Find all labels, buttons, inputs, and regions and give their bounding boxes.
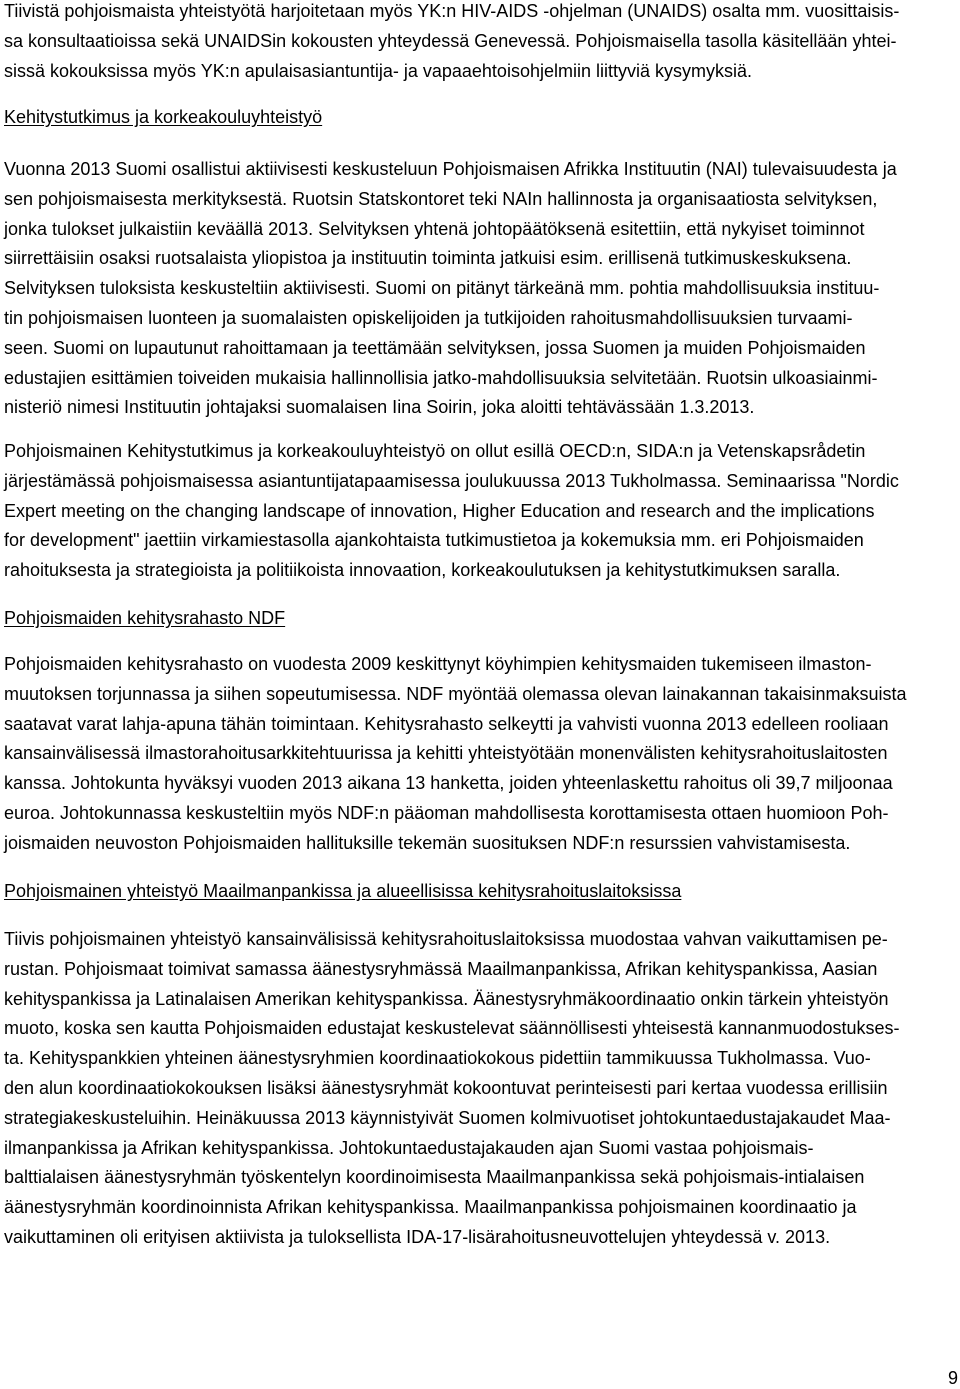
paragraph [4, 155, 954, 423]
text-line: sissä kokouksissa myös YK:n apulaisasiantuntija- ja vapaaehtoisohjelmiin liittyviä kysymyksiä. [4, 60, 752, 81]
section-heading-ndf [4, 604, 954, 634]
section-heading: Pohjoismainen yhteistyö Maailmanpankissa ja alueellisissa kehitysrahoituslaitoksissa [4, 881, 682, 901]
section-heading-world-bank [4, 877, 954, 907]
text-line: euroa. Johtokunnassa keskusteltiin myös NDF:n pääoman mahdollisesta korottamisesta ottaen huomioon Poh- [4, 802, 889, 823]
page-number: 9 [947, 1368, 958, 1388]
text-line: rustan. Pohjoismaat toimivat samassa äänestysryhmässä Maailmanpankissa, Afrikan kehityspankissa, Aasian [4, 958, 878, 979]
text-line: muutoksen torjunnassa ja siihen sopeutumisessa. NDF myöntää olemassa olevan lainakannan takaisinmaksuista [4, 683, 907, 704]
section-heading: Kehitystutkimus ja korkeakouluyhteistyö [4, 107, 323, 127]
text-line: for development" jaettiin virkamiestasolla ajankohtaista tutkimustietoa ja kokemuksia mm. eri Pohjoismaiden [4, 530, 864, 551]
text-line: den alun koordinaatiokokouksen lisäksi äänestysryhmät kokoontuvat perinteisesti pari kertaa vuodessa erillisiin [4, 1077, 888, 1098]
text-line: ta. Kehityspankkien yhteinen äänestysryhmien koordinaatiokokous pidettiin tammikuussa Tukholmassa. Vuo- [4, 1048, 871, 1069]
section-heading-research-cooperation [4, 103, 954, 133]
text-line: nisteriö nimesi Instituutin johtajaksi suomalaisen Iina Soirin, joka aloitti tehtävässään 1.3.2013. [4, 397, 755, 418]
text-line: Pohjoismainen Kehitystutkimus ja korkeakouluyhteistyö on ollut esillä OECD:n, SIDA:n ja Vetenskapsrådetin [4, 441, 866, 461]
text-line: ilmanpankissa ja Afrikan kehityspankissa. Johtokuntaedustajakauden ajan Suomi vastaa pohjoismais- [4, 1137, 814, 1158]
text-line: Selvityksen tuloksista keskusteltiin aktiivisesti. Suomi on pitänyt tärkeänä mm. pohtia mahdollisuuksia instituu- [4, 278, 880, 299]
text-line: äänestysryhmän koordinoinnista Afrikan kehityspankissa. Maailmanpankissa pohjoismainen koordinaatio ja [4, 1197, 857, 1218]
text-line: muoto, koska sen kautta Pohjoismaiden edustajat keskustelevat säännöllisesti yhteisestä kannanmuodostukses- [4, 1018, 900, 1039]
text-line: Expert meeting on the changing landscape of innovation, Higher Education and research and the implications [4, 500, 875, 521]
paragraph [4, 650, 954, 859]
text-line: strategiakeskusteluihin. Heinäkuussa 2013 käynnistyivät Suomen kolmivuotiset johtokuntaedustajakaudet Maa- [4, 1107, 891, 1128]
text-line: Tiivis pohjoismainen yhteistyö kansainvälisissä kehitysrahoituslaitoksissa muodostaa vahvan vaikuttamisen pe- [4, 929, 888, 949]
text-line: sa konsultaatioissa sekä UNAIDSin kokousten yhteydessä Genevessä. Pohjoismaisella tasolla käsitellään yhtei- [4, 30, 897, 51]
paragraph [4, 437, 954, 586]
text-line: tin pohjoismaisen luonteen ja suomalaisten opiskelijoiden ja tutkijoiden rahoitusmahdollisuuksien turvaami- [4, 307, 853, 328]
text-line: edustajien esittämien toiveiden mukaisia hallinnollisia jatko-mahdollisuuksia selvitetään. Ruotsin ulkoasiainmi- [4, 367, 878, 388]
text-line: kanssa. Johtokunta hyväksyi vuoden 2013 aikana 13 hanketta, joiden yhteenlaskettu rahoitus oli 39,7 miljoonaa [4, 773, 893, 794]
text-line: vaikuttaminen oli erityisen aktiivista ja tuloksellista IDA-17-lisärahoitusneuvottelujen yhteydessä v. 2013. [4, 1226, 831, 1247]
text-line: rahoituksesta ja strategioista ja politiikoista innovaation, korkeakoulutuksen ja kehitystutkimuksen saralla. [4, 560, 841, 581]
text-line: saatavat varat lahja-apuna tähän toimintaan. Kehitysrahasto selkeytti ja vahvisti vuonna 2013 edelleen rooliaan [4, 713, 889, 734]
intro-paragraph [4, 0, 954, 86]
section-heading: Pohjoismaiden kehitysrahasto NDF [4, 608, 286, 628]
text-line: siirrettäisiin osaksi ruotsalaista yliopistoa ja instituutin toiminta jatkuisi esim. erillisenä tutkimuskeskuksena. [4, 248, 852, 269]
text-line: kansainvälisessä ilmastorahoitusarkkitehtuurissa ja kehitti yhteistyötään monenvälisten kehitysrahoituslaitosten [4, 743, 888, 764]
text-line: sen pohjoismaisesta merkityksestä. Ruotsin Statskontoret teki NAIn hallinnosta ja organisaatiosta selvityksen, [4, 188, 878, 209]
text-line: Vuonna 2013 Suomi osallistui aktiivisesti keskusteluun Pohjoismaisen Afrikka Instituutin (NAI) tulevaisuudesta ja [4, 159, 897, 179]
text-line: balttialaisen äänestysryhmän työskentelyn koordinoimisesta Maailmanpankissa sekä pohjoismais-intialaisen [4, 1167, 865, 1188]
text-line: järjestämässä pohjoismaisessa asiantuntijatapaamisessa joulukuussa 2013 Tukholmassa. Seminaarissa "Nordic [4, 470, 899, 491]
text-line: Pohjoismaiden kehitysrahasto on vuodesta 2009 keskittynyt köyhimpien kehitysmaiden tukemiseen ilmaston- [4, 654, 872, 674]
text-line: seen. Suomi on lupautunut rahoittamaan ja teettämään selvityksen, jossa Suomen ja muiden Pohjoismaiden [4, 337, 866, 358]
text-line: joismaiden neuvoston Pohjoismaiden hallituksille tekemän suosituksen NDF:n resurssien vahvistamisesta. [4, 832, 851, 853]
text-line: Tiivistä pohjoismaista yhteistyötä harjoitetaan myös YK:n HIV-AIDS -ohjelman (UNAIDS) osalta mm. vuosittaisis- [4, 1, 900, 21]
paragraph [4, 925, 954, 1253]
text-line: kehityspankissa ja Latinalaisen Amerikan kehityspankissa. Äänestysryhmäkoordinaatio onkin tärkein yhteistyön [4, 988, 889, 1009]
text-line: jonka tulokset julkaistiin keväällä 2013. Selvityksen yhtenä johtopäätöksenä esitettiin, että nykyiset toiminnot [4, 218, 865, 239]
